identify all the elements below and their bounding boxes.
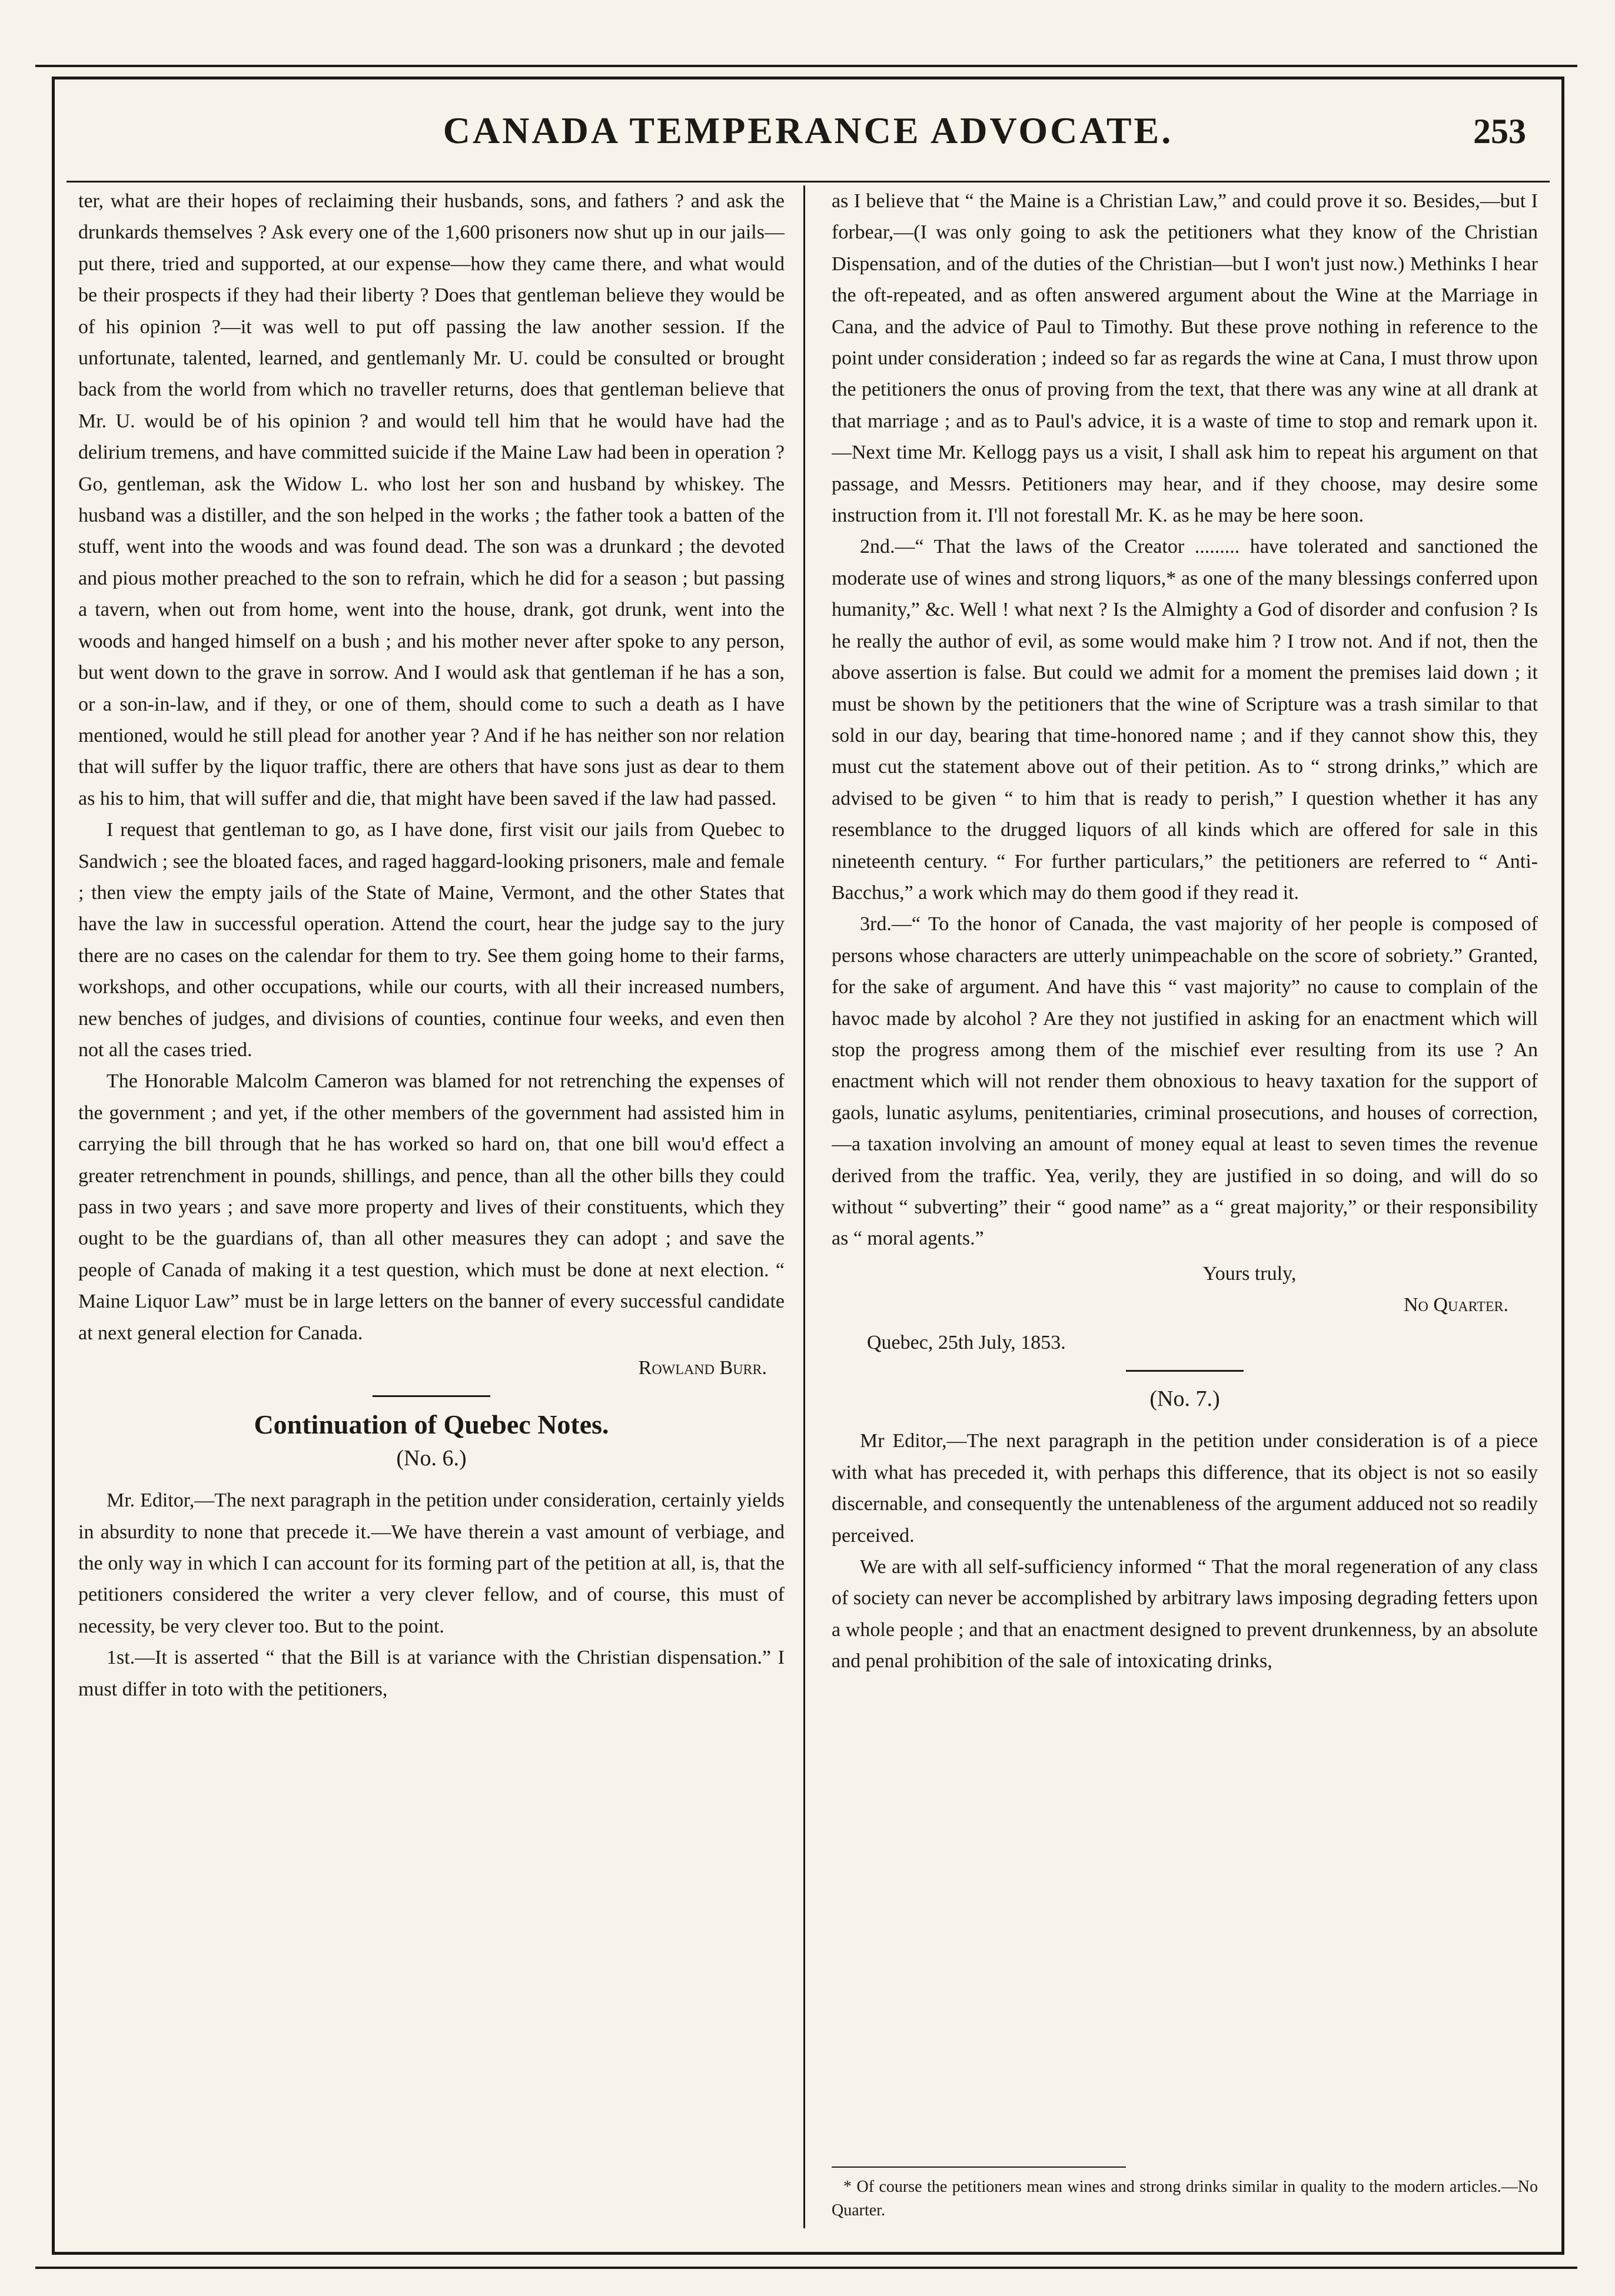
- article-paragraph: ter, what are their hopes of reclaiming their husbands, sons, and fathers ? and ask the drunkards themselves ? Ask every one of the 1,600 prisoners now shut up in our jails—put there, tried and supported, at our expense—how they came there, and what would be their prospects if they had their liberty ? Does that gentleman believe they would be of his opinion ?—it was well to put off passing the law another session. If the unfortunate, talented, learned, and gentlemanly Mr. U. could be consulted or brought back from the world from which no traveller returns, does that gentleman believe that Mr. U. would be of his opinion ? and would tell him that he would have had the delirium tremens, and have committed suicide if the Maine Law had been in operation ? Go, gentleman, ask the Widow L. who lost her son and husband by whiskey. The husband was a distiller, and the son helped in the works ; the father took a batten of the stuff, went into the woods and was found dead. The son was a drunkard ; the devoted and pious mother preached to the son to refrain, which he did for a season ; but passing a tavern, when out from home, went into the house, drank, got drunk, went into the woods and hanged himself on a bush ; and his mother never after spoke to any person, but went down to the grave in sorrow. And I would ask that gentleman if he has a son, or a son-in-law, and if they, or one of them, should come to such a death as I have mentioned, would he still plead for another year ? And if he has neither son nor relation that will suffer by the liquor traffic, there are others that have sons just as dear to them as his to him, that will suffer and die, that might have been saved if the law had passed.: [78, 190, 785, 809]
- article-paragraph: 2nd.—“ That the laws of the Creator ......... have tolerated and sanctioned the moderate use of wines and strong liquors,* as one of the many blessings conferred upon humanity,” &c. Well ! what next ? Is the Almighty a God of disorder and confusion ? Is he really the author of evil, as some would make him ? I trow not. And if not, then the above assertion is false. But could we admit for a moment the premises laid down ; it must be shown by the petitioners that the wine of Scripture was a trash similar to that sold in our day, bearing that time-honored name ; and if they cannot show this, they must cut the statement above out of their petition. As to “ strong drinks,” which are advised to be given “ to him that is ready to perish,” I question whether it has any resemblance to the drugged liquors of all kinds which are offered for sale in this nineteenth century. “ For further particulars,” the petitioners are referred to “ Anti-Bacchus,” a work which may do them good if they read it.: [832, 536, 1538, 904]
- article-paragraph: I request that gentleman to go, as I have done, first visit our jails from Quebec to Sandwich ; see the bloated faces, and raged haggard-looking prisoners, male and female ; then view the empty jails of the State of Maine, Vermont, and the other States that have the law in successful operation. Attend the court, hear the judge say to the jury there are no cases on the calendar for them to try. See them going home to their farms, workshops, and other occupations, while our courts, with all their increased numbers, new benches of judges, and divisions of counties, continue four weeks, and even then not all the cases tried.: [78, 819, 785, 1061]
- page-number: 253: [1473, 112, 1526, 151]
- article-paragraph: 1st.—It is asserted “ that the Bill is at variance with the Christian dispensation.” I must differ in toto with the petitioners,: [78, 1647, 785, 1700]
- author-signature: Rowland Burr.: [638, 1357, 767, 1379]
- running-title: CANADA TEMPERANCE ADVOCATE.: [443, 110, 1174, 151]
- article-paragraph: The Honorable Malcolm Cameron was blamed for not retrenching the expenses of the government ; and yet, if the other members of the government had assisted him in carrying the bill through that he has worked so hard on, that one bill wou'd effect a greater retrenchment in pounds, shillings, and pence, than all the other bills they could pass in two years ; and save more property and lives of their constituents, which they ought to be the guardians of, than all other measures they can adopt ; and save the people of Canada of making it a test question, which must be done at next election. “ Maine Liquor Law” must be in large letters on the banner of every successful candidate at next general election for Canada.: [78, 1070, 785, 1344]
- footnote: * Of course the petitioners mean wines and strong drinks similar in quality to the modern articles.—No Quarter.: [832, 2178, 1538, 2219]
- newspaper-page: [52, 77, 1564, 2255]
- article-paragraph: as I believe that “ the Maine is a Christian Law,” and could prove it so. Besides,—but I forbear,—(I was only going to ask the petitioners what they know of the Christian Dispensation, and of the duties of the Christian—but I won't just now.) Methinks I hear the oft-repeated, and as often answered argument about the Wine at the Marriage in Cana, and the advice of Paul to Timothy. But these prove nothing in reference to the point under consideration ; indeed so far as regards the wine at Cana, I must throw upon the petitioners the onus of proving from the text, that there was any wine at all drank at that marriage ; and as to Paul's advice, it is a waste of time to stop and remark upon it.—Next time Mr. Kellogg pays us a visit, I shall ask him to repeat his argument on that passage, and Messrs. Petitioners may hear, and if they choose, may desire some instruction from it. I'll not forestall Mr. K. as he may be here soon.: [832, 190, 1538, 527]
- section-divider: [1126, 1370, 1244, 1372]
- section-number: (No. 7.): [1149, 1386, 1220, 1412]
- author-signature: No Quarter.: [1404, 1294, 1508, 1316]
- column-divider: [803, 185, 805, 2228]
- left-column: [78, 185, 785, 2217]
- article-paragraph: We are with all self-sufficiency informed “ That the moral regeneration of any class of society can never be accomplished by arbitrary laws imposing degrading fetters upon a whole people ; and that an enactment designed to prevent drunkenness, by an absolute and penal prohibition of the sale of intoxicating drinks,: [832, 1556, 1538, 1673]
- page-header: [55, 98, 1561, 187]
- dateline: Quebec, 25th July, 1853.: [867, 1331, 1066, 1353]
- article-paragraph: Mr. Editor,—The next paragraph in the petition under consideration, certainly yields in absurdity to none that precede it.—We have therein a vast amount of verbiage, and the only way in which I can account for its forming part of the petition at all, is, that the petitioners considered the writer a very clever fellow, and of course, this must of necessity, be very clever too. But to the point.: [78, 1489, 785, 1637]
- section-number: (No. 6.): [396, 1445, 467, 1471]
- article-paragraph: 3rd.—“ To the honor of Canada, the vast majority of her people is composed of persons whose characters are utterly unimpeachable on the score of sobriety.” Granted, for the sake of argument. And have this “ vast majority” no cause to complain of the havoc made by alcohol ? Are they not justified in asking for an enactment which will stop the progress among them of the mischief ever resulting from its use ? An enactment which will not render them obnoxious to heavy taxation for the support of gaols, lunatic asylums, penitentiaries, criminal prosecutions, and houses of correction,—a taxation involving an amount of money equal at least to seven times the revenue derived from the traffic. Yea, verily, they are justified in so doing, and will do so without “ subverting” their “ good name” as a “ great majority,” or their responsibility as “ moral agents.”: [832, 913, 1538, 1250]
- bottom-border-rule: [35, 2267, 1577, 2269]
- valediction: Yours truly,: [1202, 1262, 1297, 1285]
- article-paragraph: Mr Editor,—The next paragraph in the petition under consideration is of a piece with what has preceded it, with perhaps this difference, that its object is not so easily discernable, and consequently the untenableness of the argument adduced not so readily perceived.: [832, 1430, 1538, 1547]
- top-border-rule: [35, 65, 1577, 67]
- right-column: [832, 185, 1538, 2217]
- section-divider: [373, 1395, 490, 1397]
- section-heading: Continuation of Quebec Notes.: [254, 1409, 609, 1440]
- header-rule: [67, 181, 1550, 183]
- footnote-rule: [832, 2166, 1126, 2168]
